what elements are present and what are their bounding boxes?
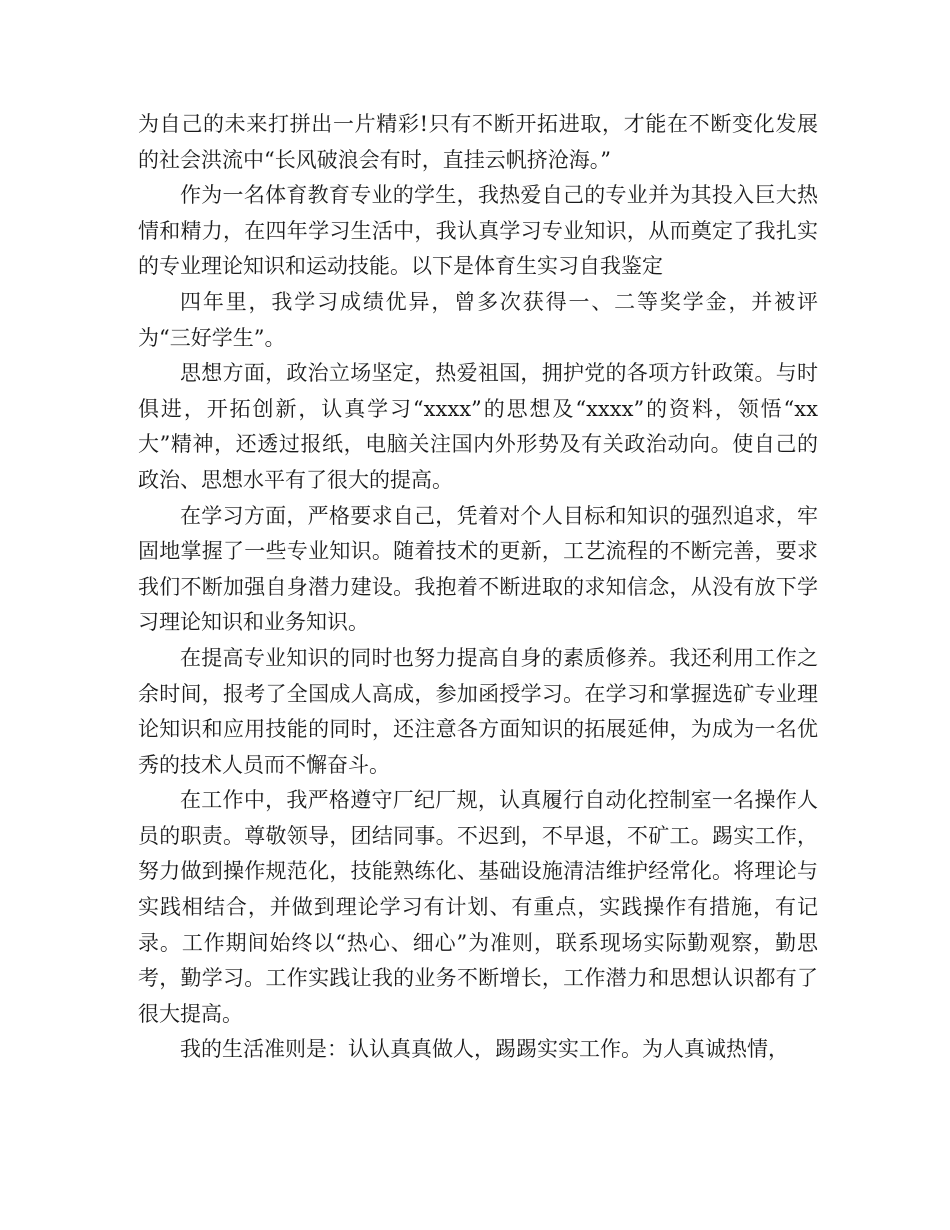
paragraph: 在提高专业知识的同时也努力提高自身的素质修养。我还利用工作之余时间，报考了全国成人高成，参加函授学习。在学习和掌握选矿专业理论知识和应用技能的同时，还注意各方面知识的拓展延伸，为成为一名优秀的技术人员而不懈奋斗。 — [138, 645, 818, 777]
paragraph: 我的生活准则是：认认真真做人，踢踢实实工作。为人真诚热情， — [180, 1037, 789, 1062]
paragraph: 四年里，我学习成绩优异，曾多次获得一、二等奖学金，并被评为“三好学生”。 — [138, 289, 818, 350]
paragraph: 在学习方面，严格要求自己，凭着对个人目标和知识的强烈追求，牢固地掌握了一些专业知识。随着技术的更新，工艺流程的不断完善，要求我们不断加强自身潜力建设。我抱着不断进取的求知信念，从没有放下学习理论知识和业务知识。 — [138, 503, 818, 635]
document-body — [138, 107, 818, 1068]
paragraph: 在工作中，我严格遵守厂纪厂规，认真履行自动化控制室一名操作人员的职责。尊敬领导，团结同事。不迟到，不早退，不矿工。踢实工作，努力做到操作规范化，技能熟练化、基础设施清洁维护经常化。将理论与实践相结合，并做到理论学习有计划、有重点，实践操作有措施，有记录。工作期间始终以“热心、细心”为准则，联系现场实际勤观察，勤思考，勤学习。工作实践让我的业务不断增长，工作潜力和思想认识都有了很大提高。 — [138, 788, 818, 1026]
paragraph: 作为一名体育教育专业的学生，我热爱自己的专业并为其投入巨大热情和精力，在四年学习生活中，我认真学习专业知识，从而奠定了我扎实的专业理论知识和运动技能。以下是体育生实习自我鉴定 — [138, 183, 818, 279]
paragraph: 思想方面，政治立场坚定，热爱祖国，拥护党的各项方针政策。与时俱进，开拓创新，认真学习“xxxx”的思想及“xxxx”的资料，领悟“xx大”精神，还透过报纸，电脑关注国内外形势及有关政治动向。使自己的政治、思想水平有了很大的提高。 — [138, 361, 818, 492]
paragraph: 为自己的未来打拼出一片精彩!只有不断开拓进取，才能在不断变化发展的社会洪流中“长风破浪会有时，直挂云帆挤沧海。” — [138, 112, 818, 172]
